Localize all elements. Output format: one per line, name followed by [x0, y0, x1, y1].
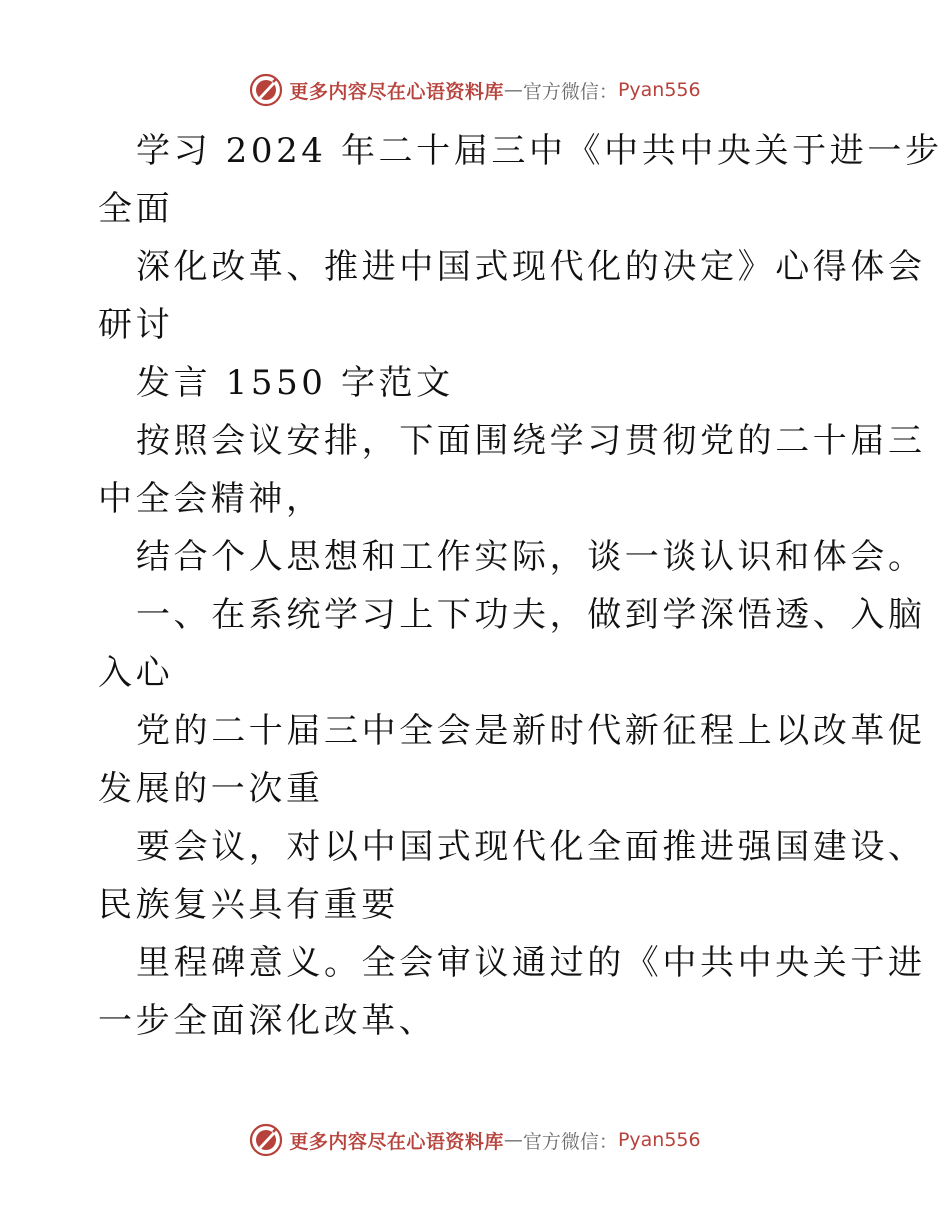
text-line: 要会议，对以中国式现代化全面推进强国建设、	[136, 827, 926, 867]
text-line: 一、在系统学习上下功夫，做到学深悟透、入脑	[136, 595, 926, 635]
text-line: 里程碑意义。全会审议通过的《中共中央关于进	[136, 943, 926, 983]
footer-watermark-banner	[0, 1120, 950, 1160]
banner-dash: —	[503, 1129, 523, 1151]
text-line: 党的二十届三中全会是新时代新征程上以改革促	[136, 711, 926, 751]
text-line: 发展的一次重	[98, 769, 324, 809]
banner-wechat-id: Pyan556	[617, 79, 701, 101]
text-line: 中全会精神，	[98, 479, 324, 519]
text-line: 按照会议安排，下面围绕学习贯彻党的二十届三	[136, 421, 926, 461]
text-line: 研讨	[98, 305, 174, 345]
banner-wechat-label: 官方微信：	[522, 80, 618, 103]
text-line: 深化改革、推进中国式现代化的决定》心得体会	[136, 247, 926, 287]
text-line: 全面	[98, 189, 174, 229]
banner-slogan: 更多内容尽在心语资料库	[289, 1130, 504, 1153]
text-line: 一步全面深化改革、	[98, 1001, 437, 1041]
text-line: 入心	[98, 653, 174, 693]
text-line: 学习 2024 年二十届三中《中共中央关于进一步	[136, 131, 943, 171]
banner-slogan: 更多内容尽在心语资料库	[289, 80, 504, 103]
text-line: 结合个人思想和工作实际，谈一谈认识和体会。	[136, 537, 926, 577]
text-line: 民族复兴具有重要	[98, 885, 399, 925]
header-watermark-banner	[0, 70, 950, 110]
banner-dash: —	[503, 79, 523, 101]
banner-wechat-id: Pyan556	[617, 1129, 701, 1151]
banner-wechat-label: 官方微信：	[522, 1130, 618, 1153]
document-body	[98, 122, 943, 1050]
text-line: 发言 1550 字范文	[136, 363, 454, 403]
quill-pen-logo-icon	[249, 73, 283, 107]
quill-pen-logo-icon	[249, 1123, 283, 1157]
